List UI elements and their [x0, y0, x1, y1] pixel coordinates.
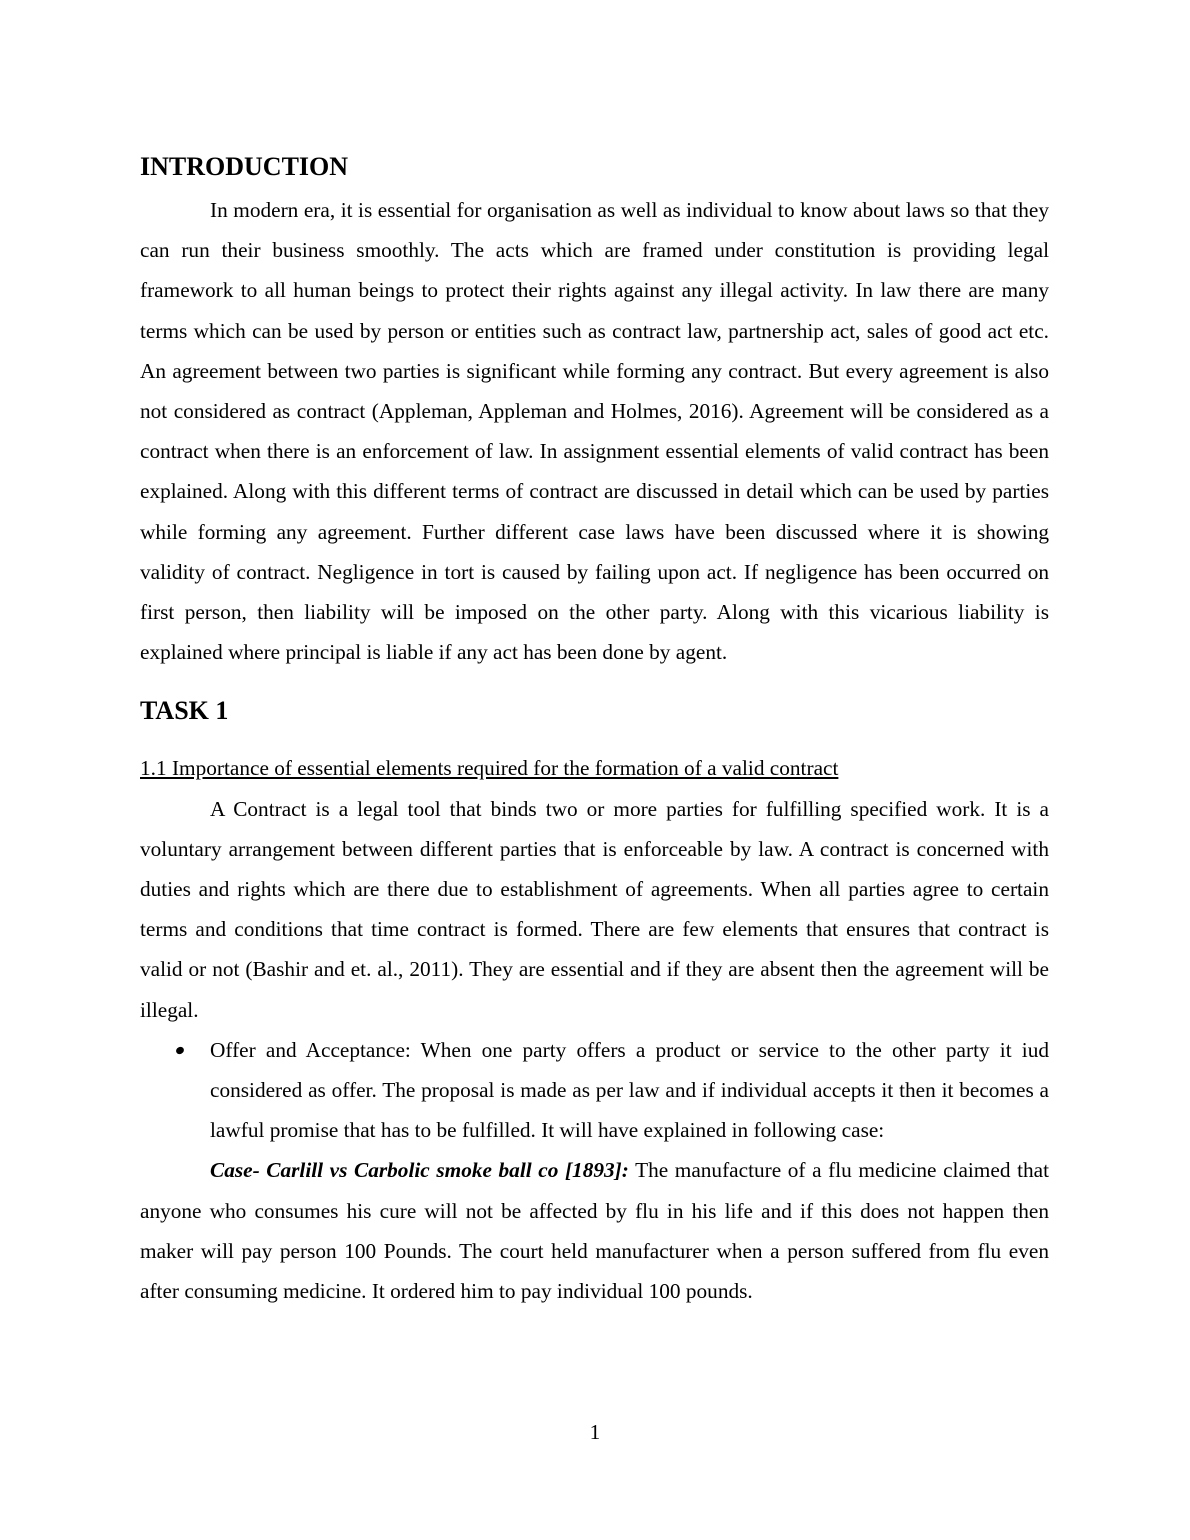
bullet-item-offer-acceptance [140, 1030, 1049, 1151]
task1-heading: TASK 1 [140, 696, 229, 726]
task1-subheading: 1.1 Importance of essential elements required for the formation of a valid contract [140, 756, 839, 781]
case-title: Case- Carlill vs Carbolic smoke ball co [1893]: [210, 1158, 629, 1183]
document-page [140, 150, 1049, 1311]
introduction-paragraph: In modern era, it is essential for organisation as well as individual to know about laws so that they can run their business smoothly. The acts which are framed under constitution is providing legal framework to all human beings to protect their rights against any illegal activity. In law there are many terms which can be used by person or entities such as contract law, partnership act, sales of good act etc. An agreement between two parties is significant while forming any contract. But every agreement is also not considered as contract (Appleman, Appleman and Holmes, 2016). Agreement will be considered as a contract when there is an enforcement of law. In assignment essential elements of valid contract has been explained. Along with this different terms of contract are discussed in detail which can be used by parties while forming any agreement. Further different case laws have been discussed where it is showing validity of contract. Negligence in tort is caused by failing upon act. If negligence has been occurred on first person, then liability will be imposed on the other party. Along with this vicarious liability is explained where principal is liable if any act has been done by agent. [140, 198, 1049, 665]
bullet-text: Offer and Acceptance: When one party offers a product or service to the other party it iud considered as offer. The proposal is made as per law and if individual accepts it then it becomes a lawful promise that has to be fulfilled. It will have explained in following case: [210, 1037, 1049, 1143]
case-text: The manufacture of a flu medicine claimed that anyone who consumes his cure will not be affected by flu in his life and if this does not happen then maker will pay person 100 Pounds. The court held manufacturer when a person suffered from flu even after consuming medicine. It ordered him to pay individual 100 pounds. [140, 1158, 1050, 1304]
page-number: 1 [589, 1420, 601, 1444]
case-paragraph [140, 1150, 1049, 1311]
introduction-heading: INTRODUCTION [140, 152, 349, 181]
bullet-icon [175, 1045, 185, 1055]
task1-paragraph: A Contract is a legal tool that binds two or more parties for fulfilling specified work. It is a voluntary arrangement between different parties that is enforceable by law. A contract is concerned with duties and rights which are there due to establishment of agreements. When all parties agree to certain terms and conditions that time contract is formed. There are few elements that ensures that contract is valid or not (Bashir and et. al., 2011). They are essential and if they are absent then the agreement will be illegal. [140, 796, 1049, 1022]
